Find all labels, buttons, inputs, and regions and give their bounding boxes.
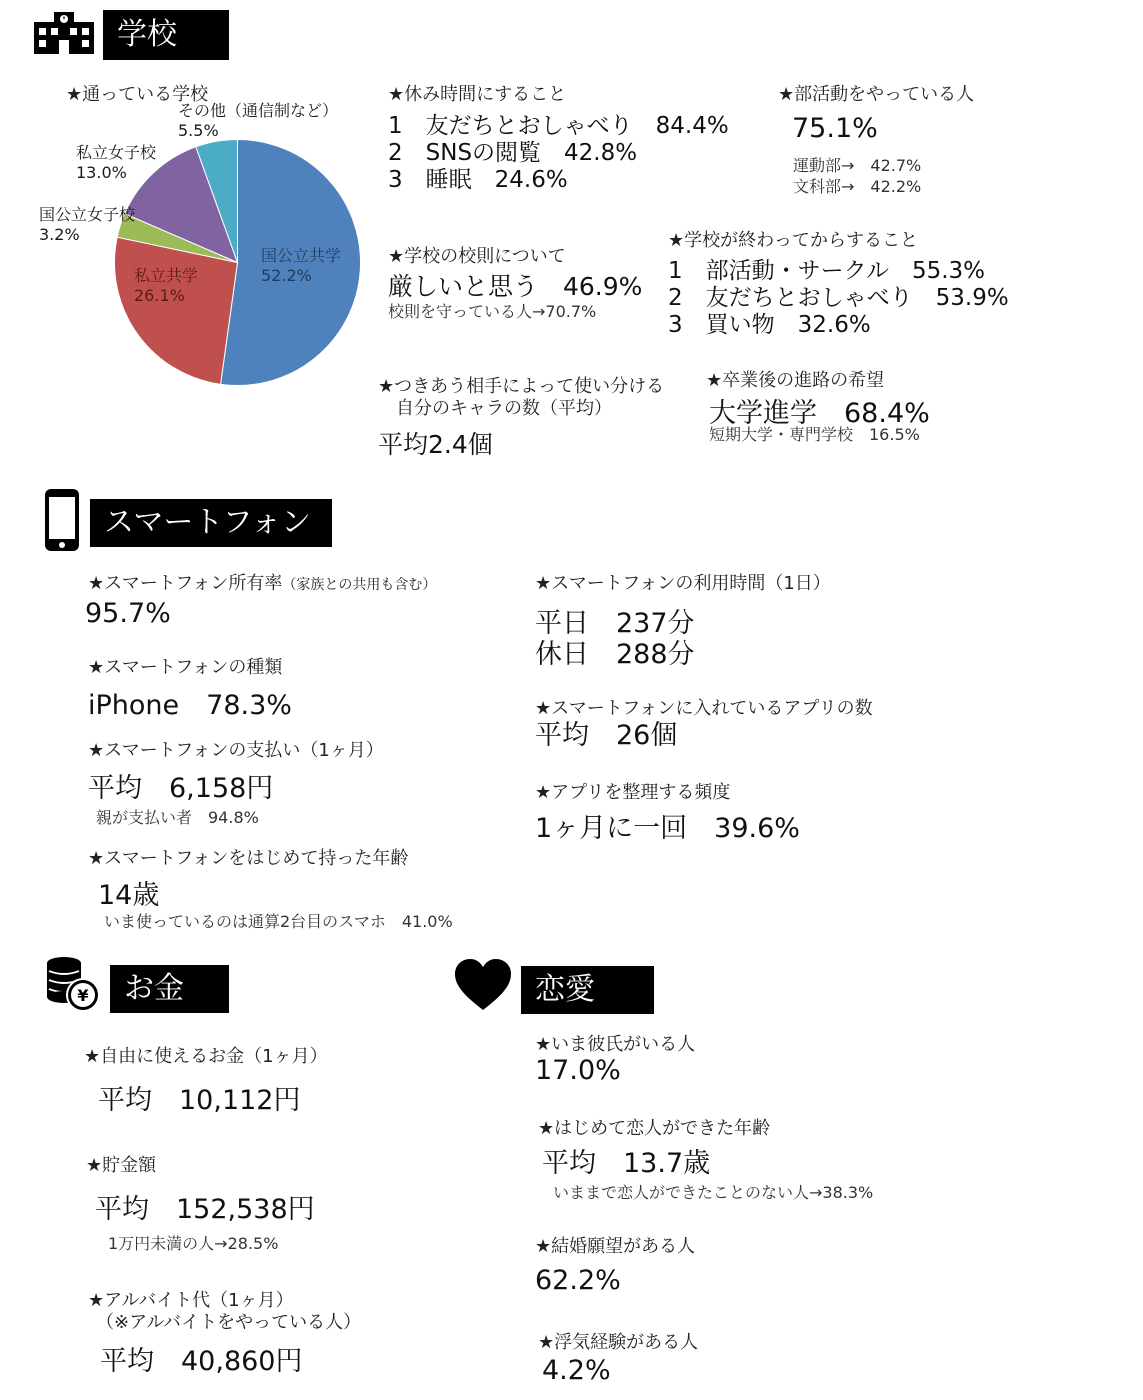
club-sub-sports: 運動部→ 42.7% <box>793 156 922 175</box>
app-count-value: 平均 26個 <box>535 720 678 751</box>
parttime-question: ★アルバイト代（1ヶ月） <box>88 1290 294 1311</box>
pie-label-public-girls <box>39 205 135 245</box>
club-value: 75.1% <box>792 113 878 144</box>
first-phone-age-sub: いま使っているのは通算2台目のスマホ 41.0% <box>104 912 453 931</box>
section-title-money: お金 <box>110 965 229 1013</box>
pie-label-other <box>178 101 338 141</box>
pie-label-public-girls-value: 3.2% <box>39 225 80 244</box>
svg-text:¥: ¥ <box>77 986 89 1005</box>
pie-label-private-coed-name: 私立共学 <box>134 266 199 285</box>
pie-chart-title: ★通っている学校 <box>66 84 209 105</box>
boyfriend-question: ★いま彼氏がいる人 <box>535 1034 696 1055</box>
app-organize-value: 1ヶ月に一回 39.6% <box>535 813 800 844</box>
chara-question: ★つきあう相手によって使い分ける <box>378 376 665 397</box>
after-school-item: 2 友だちとおしゃべり 53.9% <box>668 285 1009 311</box>
chara-question-2: 自分のキャラの数（平均） <box>396 398 612 419</box>
cheat-value: 4.2% <box>542 1355 611 1386</box>
app-organize-question: ★アプリを整理する頻度 <box>535 782 731 803</box>
rules-value: 厳しいと思う 46.9% <box>388 272 643 301</box>
allowance-value: 平均 10,112円 <box>98 1085 301 1116</box>
allowance-question: ★自由に使えるお金（1ヶ月） <box>84 1046 328 1067</box>
phone-usage-question: ★スマートフォンの利用時間（1日） <box>535 573 831 594</box>
phone-usage-holiday: 休日 288分 <box>535 639 695 670</box>
smartphone-icon <box>44 488 80 556</box>
rules-sub: 校則を守っている人→70.7% <box>388 302 597 321</box>
phone-type-value: iPhone 78.3% <box>88 690 292 721</box>
cheat-question: ★浮気経験がある人 <box>538 1332 699 1353</box>
break-time-item: 3 睡眠 24.6% <box>388 167 568 193</box>
app-count-question: ★スマートフォンに入れているアプリの数 <box>535 698 873 719</box>
phone-type-question: ★スマートフォンの種類 <box>88 657 283 678</box>
phone-payment-question: ★スマートフォンの支払い（1ヶ月） <box>88 740 384 761</box>
section-title-love: 恋愛 <box>521 966 654 1014</box>
phone-ownership-question <box>88 569 436 595</box>
after-school-item: 1 部活動・サークル 55.3% <box>668 258 986 284</box>
school-building-icon <box>34 8 94 58</box>
savings-value: 平均 152,538円 <box>95 1194 315 1225</box>
pie-label-public-coed-name: 国公立共学 <box>261 246 342 265</box>
heart-icon <box>453 958 513 1016</box>
phone-payment-value: 平均 6,158円 <box>88 773 274 804</box>
pie-label-other-name: その他（通信制など） <box>178 101 339 120</box>
first-love-age-sub: いままで恋人ができたことのない人→38.3% <box>553 1183 874 1202</box>
savings-sub: 1万円未満の人→28.5% <box>108 1234 279 1253</box>
pie-label-other-value: 5.5% <box>178 121 219 140</box>
pie-label-private-coed-value: 26.1% <box>134 286 185 305</box>
first-love-age-question: ★はじめて恋人ができた年齢 <box>538 1118 771 1139</box>
pie-label-public-girls-name: 国公立女子校 <box>39 205 136 224</box>
break-time-question: ★休み時間にすること <box>388 84 567 105</box>
future-question: ★卒業後の進路の希望 <box>706 370 885 391</box>
parttime-question-2: （※アルバイトをやっている人） <box>96 1312 362 1333</box>
phone-ownership-note: （家族との共用も含む） <box>282 577 437 593</box>
pie-label-private-girls-name: 私立女子校 <box>76 143 157 162</box>
future-value: 大学進学 68.4% <box>709 398 930 429</box>
club-question: ★部活動をやっている人 <box>778 84 975 105</box>
chara-value: 平均2.4個 <box>378 430 493 459</box>
savings-question: ★貯金額 <box>86 1155 157 1176</box>
parttime-value: 平均 40,860円 <box>100 1346 303 1377</box>
break-time-item: 1 友だちとおしゃべり 84.4% <box>388 113 729 139</box>
after-school-item: 3 買い物 32.6% <box>668 312 871 338</box>
future-sub: 短期大学・専門学校 16.5% <box>709 425 920 444</box>
pie-slice-1 <box>115 237 238 384</box>
after-school-question: ★学校が終わってからすること <box>668 230 918 251</box>
pie-label-private-coed <box>134 266 198 306</box>
first-phone-age-question: ★スマートフォンをはじめて持った年齢 <box>88 848 409 869</box>
first-love-age-value: 平均 13.7歳 <box>542 1148 711 1179</box>
rules-question: ★学校の校則について <box>388 246 566 267</box>
club-sub-culture: 文科部→ 42.2% <box>793 177 922 196</box>
phone-payment-sub: 親が支払い者 94.8% <box>96 808 259 827</box>
marriage-question: ★結婚願望がある人 <box>535 1236 696 1257</box>
pie-label-private-girls <box>76 143 156 183</box>
phone-ownership-value: 95.7% <box>85 598 171 629</box>
phone-usage-weekday: 平日 237分 <box>535 608 695 639</box>
coins-yen-icon <box>44 955 102 1017</box>
boyfriend-value: 17.0% <box>535 1055 621 1086</box>
section-title-school: 学校 <box>103 10 229 60</box>
pie-label-private-girls-value: 13.0% <box>76 163 127 182</box>
phone-ownership-label: ★スマートフォン所有率 <box>88 573 283 594</box>
first-phone-age-value: 14歳 <box>98 880 160 911</box>
marriage-value: 62.2% <box>535 1265 621 1296</box>
break-time-item: 2 SNSの閲覧 42.8% <box>388 140 638 166</box>
pie-label-public-coed <box>261 246 341 286</box>
pie-label-public-coed-value: 52.2% <box>261 266 312 285</box>
section-title-smartphone: スマートフォン <box>90 499 332 547</box>
